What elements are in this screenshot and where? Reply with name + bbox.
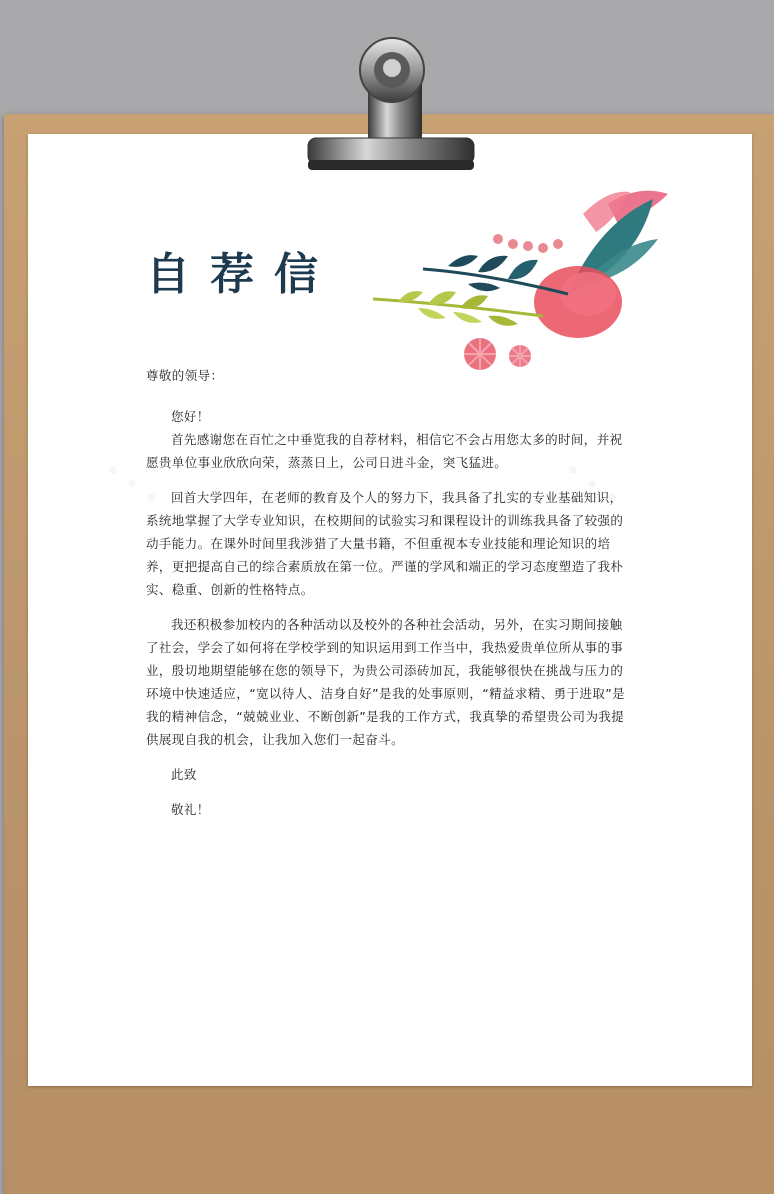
paragraph-3: 我还积极参加校内的各种活动以及校外的各种社会活动，另外，在实习期间接触了社会，学会了如何将在学校学到的知识运用到工作当中，我热爱贵单位所从事的事业，殷切地期望能够在您的领导下，为贵公司添砖加瓦，我能够很快在挑战与压力的环境中快速适应，“宽以待人、洁身自好”是我的处事原则，“精益求精、勇于进取”是我的精神信念，“兢兢业业、不断创新”是我的工作方式，我真挚的希望贵公司为我提供展现自我的机会，让我加入您们一起奋斗。	[146, 617, 626, 747]
binder-clip-icon	[300, 22, 480, 182]
letter-body	[146, 364, 634, 821]
spacer	[146, 474, 634, 486]
salutation: 尊敬的领导：	[146, 368, 224, 383]
closing-line-1: 此致	[171, 767, 197, 782]
paragraph-2: 回首大学四年，在老师的教育及个人的努力下，我具备了扎实的专业基础知识，系统地掌握了大学专业知识，在校期间的试验实习和课程设计的训练我具备了较强的动手能力。在课外时间里我涉猎了大量书籍，不但重视本专业技能和理论知识的培养，更把提高自己的综合素质放在第一位。严谨的学风和端正的学习态度塑造了我朴实、稳重、创新的性格特点。	[146, 490, 624, 597]
closing-line-2: 敬礼！	[171, 802, 210, 817]
paragraph-1: 首先感谢您在百忙之中垂览我的自荐材料，相信它不会占用您太多的时间，并祝愿贵单位事业欣欣向荣，蒸蒸日上，公司日进斗金，突飞猛进。	[146, 432, 623, 470]
spacer	[146, 751, 634, 763]
floral-decoration-icon	[368, 184, 698, 384]
spacer	[146, 786, 634, 798]
spacer	[146, 387, 634, 405]
page-title: 自荐信	[146, 249, 338, 300]
spacer	[146, 601, 634, 613]
greeting: 您好！	[171, 409, 210, 424]
